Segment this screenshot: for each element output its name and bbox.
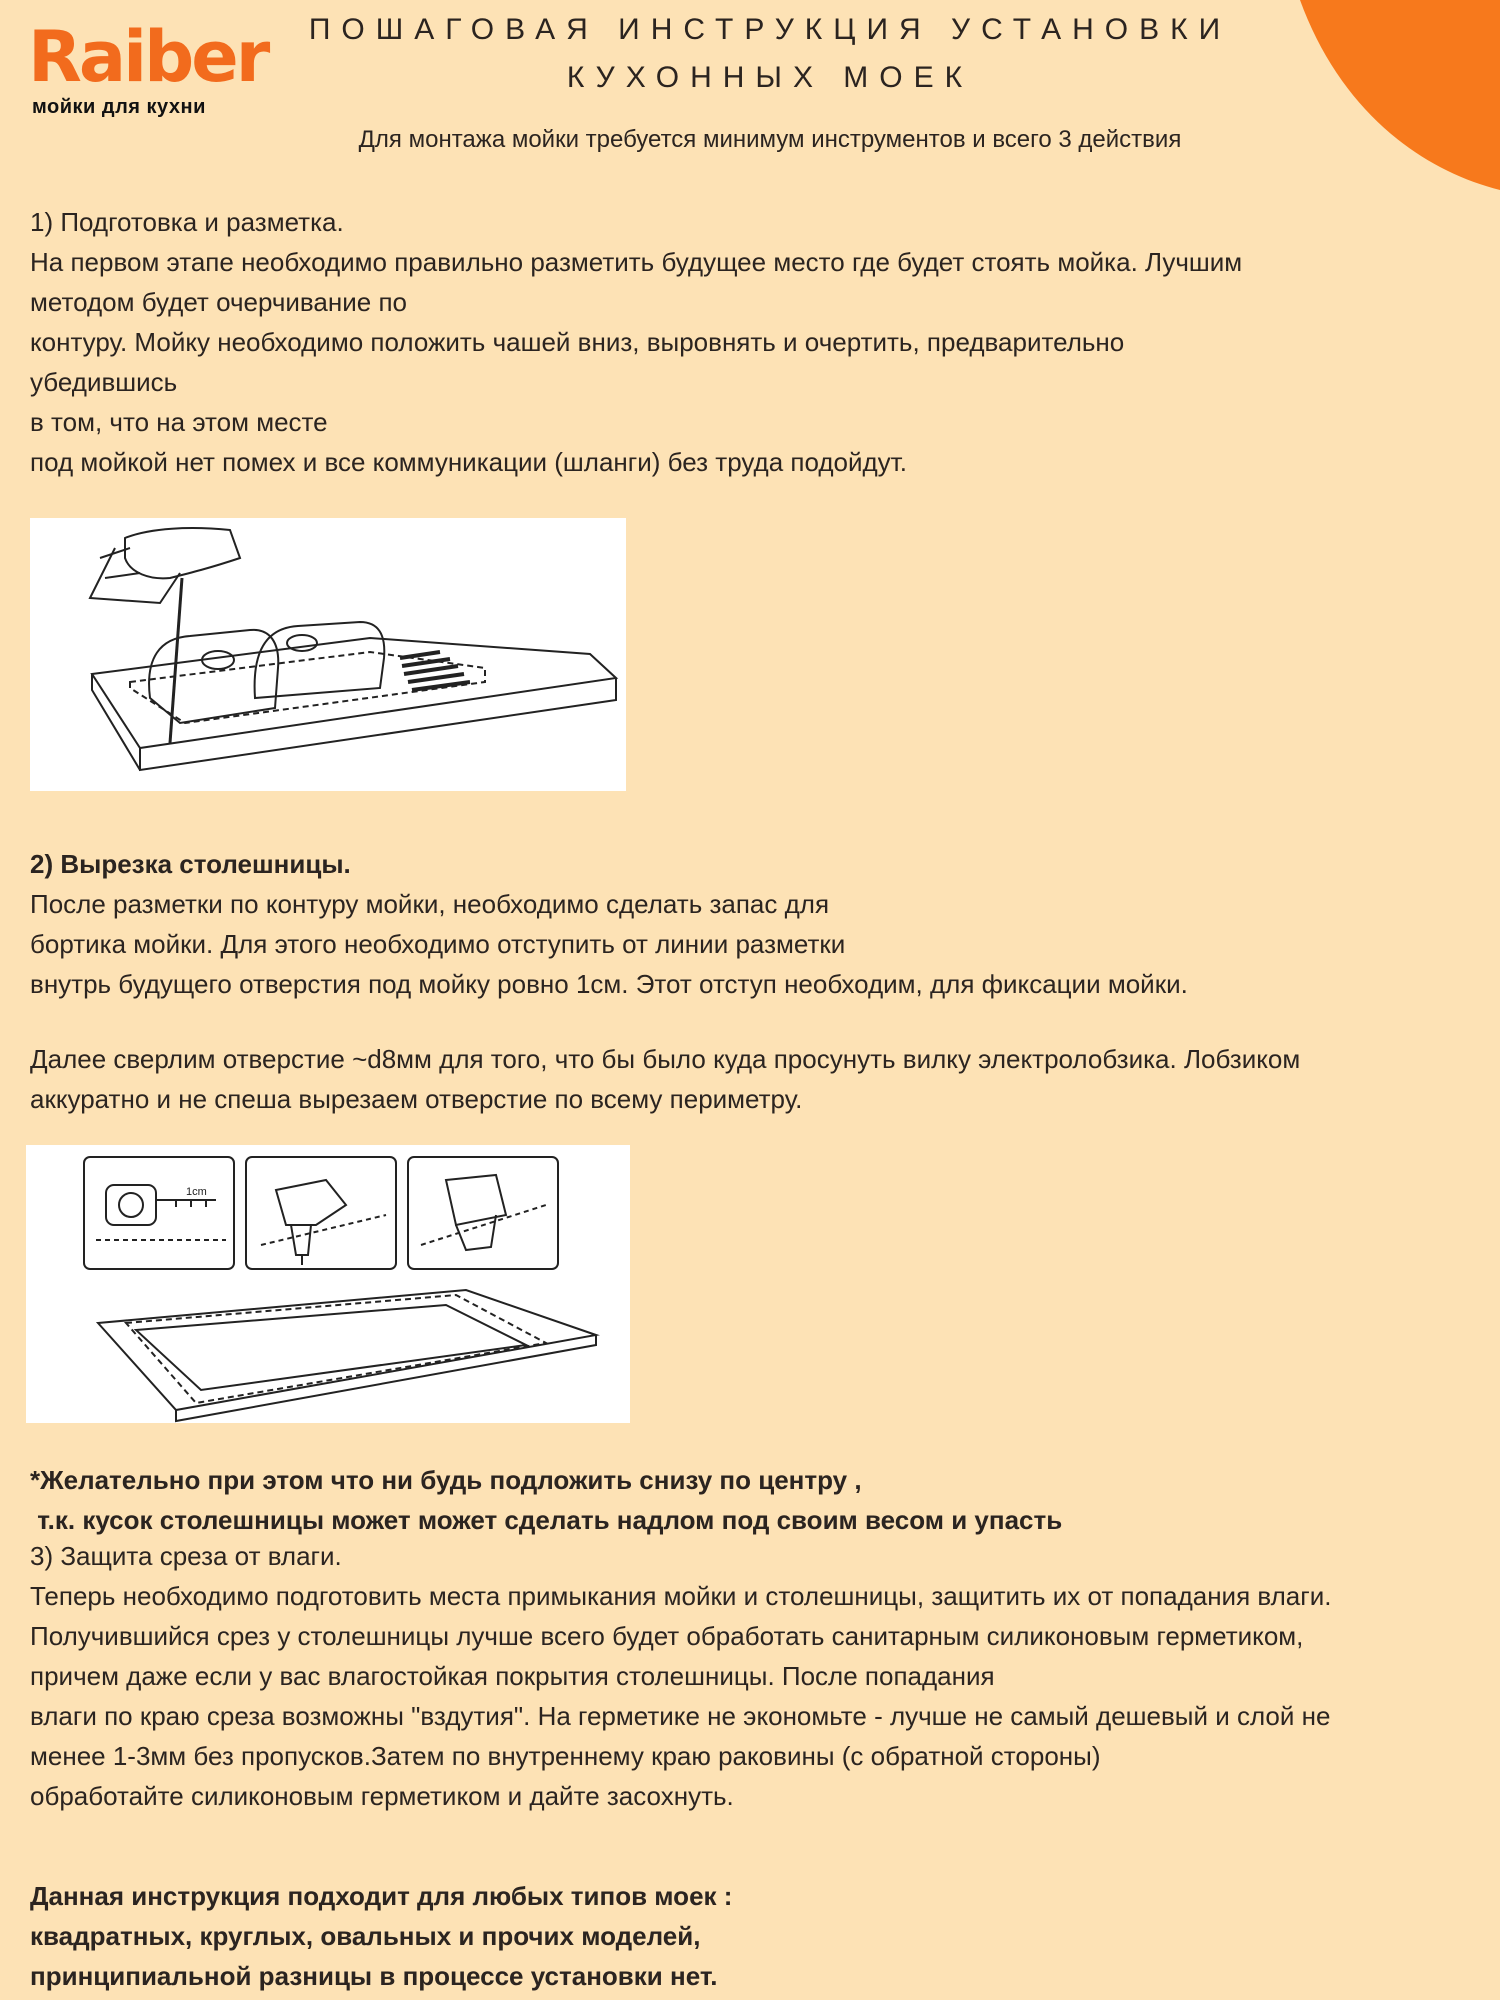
step-3-section <box>30 1536 1470 1816</box>
step-1-section <box>30 202 1470 482</box>
logo-tagline: мойки для кухни <box>32 96 206 118</box>
note-line: т.к. кусок столешницы может может сделать надлом под своим весом и упасть <box>30 1505 1063 1535</box>
step-2-line: аккуратно и не спеша вырезаем отверстие по всему периметру. <box>30 1084 803 1114</box>
step-2-drilling <box>30 1039 1470 1119</box>
footer-section <box>30 1876 1470 1996</box>
step-2-heading: 2) Вырезка столешницы. <box>30 849 351 879</box>
step-2-line: бортика мойки. Для этого необходимо отступить от линии разметки <box>30 929 846 959</box>
step-1-line: убедившись <box>30 367 178 397</box>
step-3-line: менее 1-3мм без пропусков.Затем по внутреннему краю раковины (с обратной стороны) <box>30 1741 1101 1771</box>
footer-line: Данная инструкция подходит для любых типов моек : <box>30 1881 733 1911</box>
title-line-2: КУХОННЫХ МОЕК <box>566 61 974 94</box>
brand-logo <box>28 16 268 119</box>
page-subtitle: Для монтажа мойки требуется минимум инструментов и всего 3 действия <box>358 126 1182 153</box>
footer-line: квадратных, круглых, овальных и прочих моделей, <box>30 1921 701 1951</box>
step-3-line: Получившийся срез у столешницы лучше всего будет обработать санитарным силиконовым герметиком, <box>30 1621 1304 1651</box>
step-2-line: Далее сверлим отверстие ~d8мм для того, что бы было куда просунуть вилку электролобзика. Лобзиком <box>30 1044 1301 1074</box>
step-1-line: в том, что на этом месте <box>30 407 328 437</box>
figure-sink-marking <box>30 518 626 791</box>
figure-label-1cm: 1cm <box>186 1186 207 1198</box>
step-2-line: После разметки по контуру мойки, необходимо сделать запас для <box>30 889 830 919</box>
step-2-line: внутрь будущего отверстия под мойку ровно 1см. Этот отступ необходим, для фиксации мойки. <box>30 969 1188 999</box>
step-1-line: под мойкой нет помех и все коммуникации (шланги) без труда подойдут. <box>30 447 907 477</box>
step-2-section <box>30 844 1470 1004</box>
figure-cutting-countertop <box>26 1145 630 1423</box>
step-3-line: Теперь необходимо подготовить места примыкания мойки и столешницы, защитить их от попадания влаги. <box>30 1581 1332 1611</box>
step-1-line: На первом этапе необходимо правильно разметить будущее место где будет стоять мойка. Лучшим <box>30 247 1243 277</box>
corner-decoration <box>1300 0 1500 200</box>
step-3-line: причем даже если у вас влагостойкая покрытия столешницы. После попадания <box>30 1661 995 1691</box>
page-title <box>250 6 1290 102</box>
footer-line: принципиальной разницы в процессе установки нет. <box>30 1961 718 1991</box>
step-3-heading: 3) Защита среза от влаги. <box>30 1541 342 1571</box>
title-line-1: ПОШАГОВАЯ ИНСТРУКЦИЯ УСТАНОВКИ <box>308 13 1232 46</box>
note-section <box>30 1460 1470 1540</box>
step-3-line: влаги по краю среза возможны "вздутия". На герметике не экономьте - лучше не самый дешевый и слой не <box>30 1701 1331 1731</box>
logo-brand: Raiber <box>28 16 268 98</box>
step-3-line: обработайте силиконовым герметиком и дайте засохнуть. <box>30 1781 734 1811</box>
note-line: *Желательно при этом что ни будь подложить снизу по центру , <box>30 1465 862 1495</box>
step-1-line: контуру. Мойку необходимо положить чашей вниз, выровнять и очертить, предварительно <box>30 327 1125 357</box>
step-1-heading: 1) Подготовка и разметка. <box>30 207 344 237</box>
step-1-line: методом будет очерчивание по <box>30 287 407 317</box>
